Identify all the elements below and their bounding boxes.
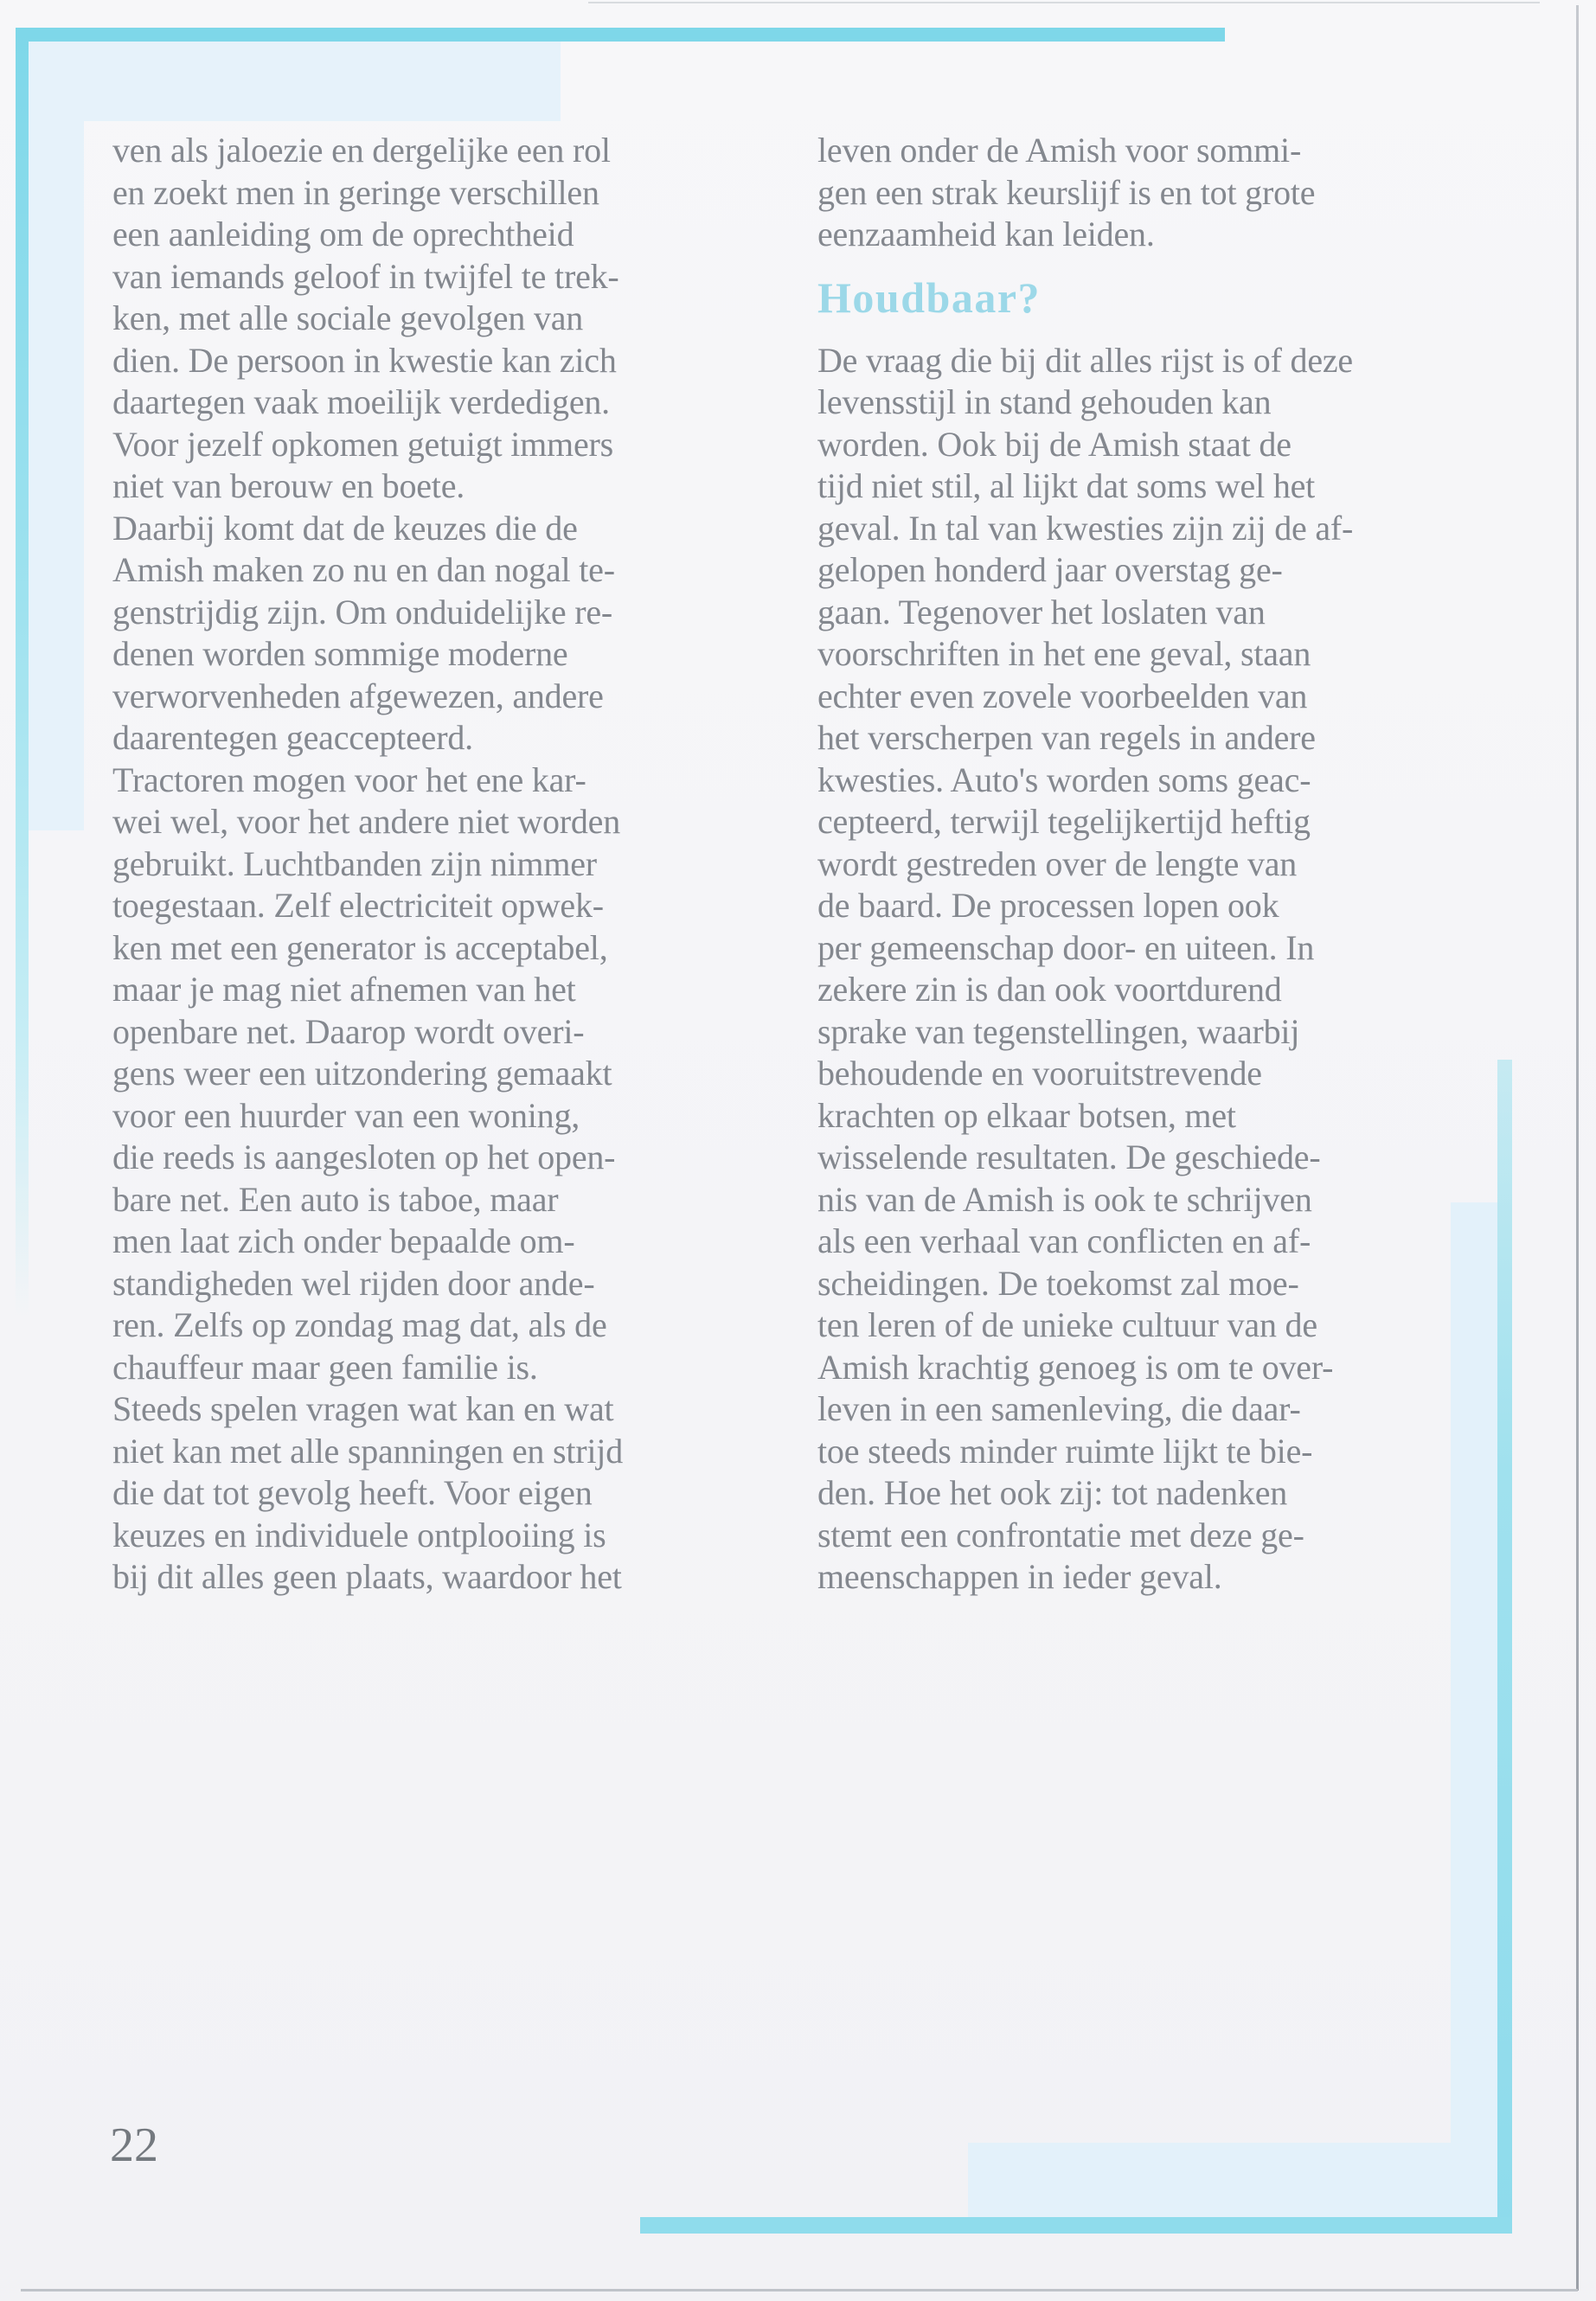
text-line: meenschappen in ieder geval. <box>817 1557 1222 1596</box>
text-line: die dat tot gevolg heeft. Voor eigen <box>112 1473 593 1512</box>
text-line: standigheden wel rijden door ande- <box>112 1263 595 1303</box>
text-line: Tractoren mogen voor het ene kar- <box>112 760 586 799</box>
text-line: niet van berouw en boete. <box>112 466 465 505</box>
text-line: worden. Ook bij de Amish staat de <box>817 424 1292 464</box>
text-line: niet kan met alle spanningen en strijd <box>112 1431 624 1471</box>
text-line: Amish maken zo nu en dan nogal te- <box>112 550 615 589</box>
text-line: gen een strak keurslijf is en tot grote <box>817 172 1316 212</box>
text-line: geval. In tal van kwesties zijn zij de af- <box>817 508 1354 548</box>
page-edge-right <box>1576 5 1579 2291</box>
text-line: gelopen honderd jaar overstag ge- <box>817 550 1283 589</box>
text-line: het verscherpen van regels in andere <box>817 718 1316 757</box>
text-line: levensstijl in stand gehouden kan <box>817 382 1272 421</box>
left-column <box>112 130 787 1599</box>
text-line: per gemeenschap door- en uiteen. In <box>817 927 1315 967</box>
text-line: Daarbij komt dat de keuzes die de <box>112 508 578 548</box>
text-line: leven in een samenleving, die daar- <box>817 1389 1301 1428</box>
text-line: die reeds is aangesloten op het open- <box>112 1138 616 1176</box>
text-line: genstrijdig zijn. Om onduidelijke re- <box>112 592 613 631</box>
text-line: denen worden sommige moderne <box>112 634 568 673</box>
cyan-rule-bottom <box>640 2217 1512 2234</box>
text-line: bij dit alles geen plaats, waardoor het <box>112 1557 622 1596</box>
text-line: behoudende en vooruitstrevende <box>817 1054 1262 1093</box>
text-line: toe steeds minder ruimte lijkt te bie- <box>817 1431 1313 1471</box>
text-line: een aanleiding om de oprechtheid <box>112 215 574 253</box>
pale-blue-band-top-left <box>29 42 561 121</box>
page-number: 22 <box>110 2118 158 2172</box>
text-line: leven onder de Amish voor sommi- <box>817 131 1302 170</box>
text-line: en zoekt men in geringe verschillen <box>112 172 599 212</box>
text-line: Amish krachtig genoeg is om te over- <box>817 1347 1334 1387</box>
text-line: gaan. Tegenover het loslaten van <box>817 592 1266 631</box>
text-line: gebruikt. Luchtbanden zijn nimmer <box>112 843 597 883</box>
text-line: voorschriften in het ene geval, staan <box>817 634 1311 673</box>
text-line: toegestaan. Zelf electriciteit opwek- <box>112 886 604 925</box>
section-heading: Houdbaar? <box>817 273 1042 322</box>
text-line: ken, met alle sociale gevolgen van <box>112 298 584 337</box>
text-line: eenzaamheid kan leiden. <box>817 215 1155 253</box>
text-line: van iemands geloof in twijfel te trek- <box>112 256 619 296</box>
text-line: als een verhaal van conflicten en af- <box>817 1221 1311 1260</box>
text-line: daartegen vaak moeilijk verdedigen. <box>112 382 610 421</box>
cyan-rule-top <box>18 28 1225 42</box>
text-line: ken met een generator is acceptabel, <box>112 927 608 967</box>
page-edge-bottom <box>21 2289 1578 2291</box>
text-line: sprake van tegenstellingen, waarbij <box>817 1011 1300 1051</box>
pale-blue-strip-left <box>29 42 84 830</box>
text-line: ten leren of de unieke cultuur van de <box>817 1305 1317 1344</box>
text-line: tijd niet stil, al lijkt dat soms wel het <box>817 466 1316 505</box>
text-line: wordt gestreden over de lengte van <box>817 843 1298 883</box>
text-line: stemt een confrontatie met deze ge- <box>817 1515 1304 1554</box>
heading-slot <box>817 256 1501 340</box>
text-line: Voor jezelf opkomen getuigt immers <box>112 424 614 464</box>
text-line: chauffeur maar geen familie is. <box>112 1347 538 1387</box>
text-line: daarentegen geaccepteerd. <box>112 718 473 757</box>
text-line: zekere zin is dan ook voortdurend <box>817 970 1282 1009</box>
text-line: cepteerd, terwijl tegelijkertijd heftig <box>817 802 1311 841</box>
text-line: ven als jaloezie en dergelijke een rol <box>112 131 611 170</box>
text-line: bare net. Een auto is taboe, maar <box>112 1179 559 1219</box>
cyan-rule-left <box>16 28 29 1318</box>
text-line: wei wel, voor het andere niet worden <box>112 802 621 841</box>
text-line: wisselende resultaten. De geschiede- <box>817 1138 1321 1176</box>
text-line: de baard. De processen lopen ook <box>817 886 1279 925</box>
text-line: voor een huurder van een woning, <box>112 1095 580 1135</box>
text-line: kwesties. Auto's worden soms geac- <box>817 760 1311 799</box>
text-line: men laat zich onder bepaalde om- <box>112 1221 575 1260</box>
text-line: verworvenheden afgewezen, andere <box>112 676 604 715</box>
text-line: echter even zovele voorbeelden van <box>817 676 1308 715</box>
right-column-intro <box>817 130 1501 256</box>
right-column <box>817 130 1501 1599</box>
pale-blue-band-bottom-right <box>968 2143 1497 2217</box>
text-line: openbare net. Daarop wordt overi- <box>112 1011 585 1051</box>
text-line: den. Hoe het ook zij: tot nadenken <box>817 1473 1288 1512</box>
text-line: dien. De persoon in kwestie kan zich <box>112 340 617 380</box>
text-line: nis van de Amish is ook te schrijven <box>817 1179 1312 1219</box>
text-line: ren. Zelfs op zondag mag dat, als de <box>112 1305 607 1344</box>
text-line: Steeds spelen vragen wat kan en wat <box>112 1389 614 1428</box>
text-line: maar je mag niet afnemen van het <box>112 970 576 1009</box>
text-line: gens weer een uitzondering gemaakt <box>112 1054 612 1093</box>
text-line: De vraag die bij dit alles rijst is of deze <box>817 340 1353 380</box>
right-column-body <box>817 340 1501 1599</box>
text-line: keuzes en individuele ontplooiing is <box>112 1515 606 1554</box>
page-edge-top <box>588 2 1540 3</box>
text-line: scheidingen. De toekomst zal moe- <box>817 1263 1299 1303</box>
text-line: krachten op elkaar botsen, met <box>817 1095 1236 1135</box>
